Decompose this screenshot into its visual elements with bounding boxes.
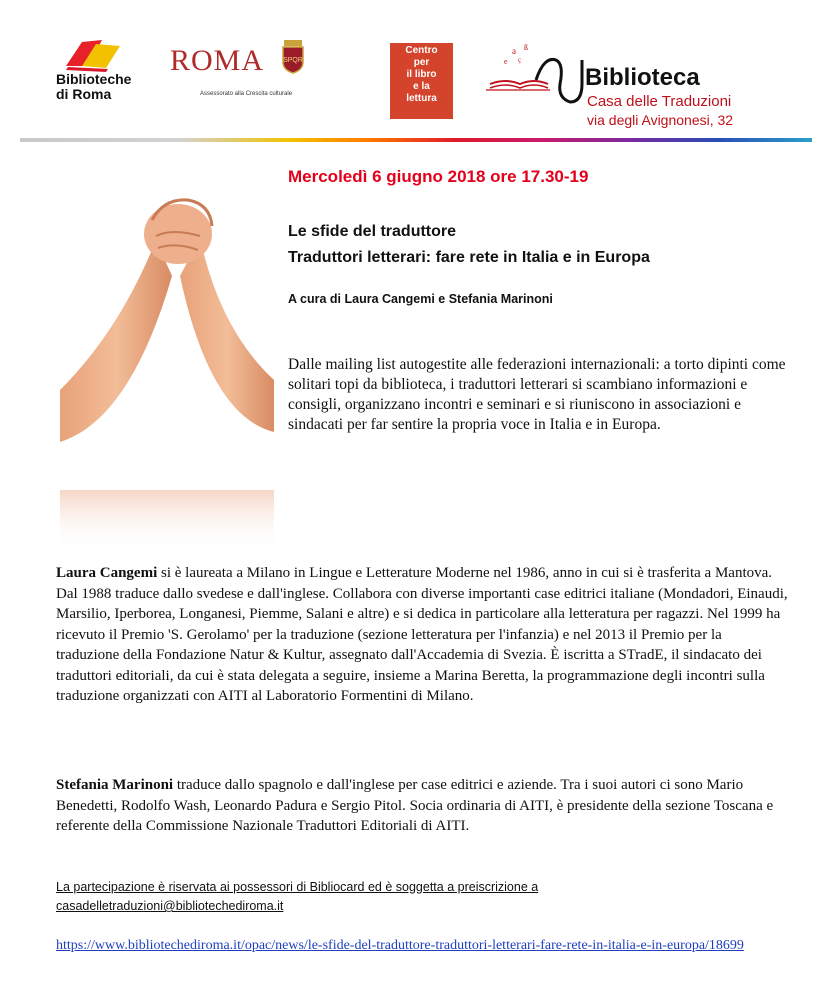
svg-text:ß: ß — [524, 43, 528, 52]
open-book-letters-icon — [486, 40, 586, 108]
biblioteche-di-roma-logo-text — [56, 72, 131, 102]
header — [0, 0, 839, 145]
centro-line: lettura — [406, 93, 437, 104]
biblioteca-address: via degli Avignonesi, 32 — [587, 112, 734, 128]
centro-line: il libro — [406, 69, 437, 80]
bio-text: traduce dallo spagnolo e dall'inglese per case editrici e aziende. Tra i suoi autori ci sono Mario Benedetti, Rodolfo Wash, Leonardo Padura e Sergio Pitol. Socia ordinaria di AITI, è presidente della sezione Toscana e referente della Commissione Nazionale Traduttori Editoriali di AITI. — [56, 777, 774, 834]
centro-line: Centro — [405, 45, 438, 56]
bio-laura-cangemi — [56, 563, 788, 707]
roma-logo-title: ROMA — [170, 44, 265, 77]
svg-text:ç: ç — [518, 56, 522, 64]
event-news-link[interactable]: https://www.bibliotechediroma.it/opac/news/le-sfide-del-traduttore-traduttori-letterari-fare-rete-in-italia-e-in-europa/18699 — [56, 938, 744, 953]
bio-name: Stefania Marinoni — [56, 777, 174, 793]
biblioteche-logo-line: Biblioteche — [56, 71, 132, 87]
event-subtitle: Traduttori letterari: fare rete in Italia e in Europa — [288, 249, 650, 266]
biblioteche-book-logo-icon — [62, 36, 126, 74]
biblioteca-logo-title: Biblioteca — [585, 64, 700, 91]
bio-text: si è laureata a Milano in Lingue e Letterature Moderne nel 1986, anno in cui si è trasferita a Mantova. Dal 1988 traduce dallo svedese e dall'inglese. Collabora con diverse importanti case editrici italiane (Mondadori, Einaudi, Marsilio, Iperborea, Longanesi, Piemme, Salani e altre) e si dedica in particolare alla letteratura per ragazzi. Nel 1999 ha ricevuto il Premio 'S. Gerolamo' per la traduzione (sezione letteratura per l'infanzia) e nel 2013 il Premio per la traduzione della Fondazione Natur & Kultur, assegnato dall'Accademia di Svezia. È iscritta a STradE, il sindacato dei traduttori editoriali, da cui è stata delegata a seguire, insieme a Marina Beretta, la programmazione degli incontri sulla traduzione organizzati con AITI al Laboratorio Formentini di Milano. — [56, 565, 788, 704]
event-curators: A cura di Laura Cangemi e Stefania Marinoni — [288, 292, 553, 306]
roma-assessorato-subtitle: Assessorato alla Crescita culturale — [200, 91, 293, 97]
event-title: Le sfide del traduttore — [288, 223, 457, 240]
bio-name: Laura Cangemi — [56, 565, 158, 581]
event-intro-paragraph: Dalle mailing list autogestite alle federazioni internazionali: a torto dipinti come solitari topi da biblioteca, i traduttori letterari si scambiano informazioni e consigli, organizzano incontri e seminari e si riuniscono in associazioni e sindacati per far sentire la propria voce in Italia e in Europa. — [288, 356, 786, 433]
di-roma-logo-line: di Roma — [56, 86, 112, 102]
arm-wrestling-photo — [60, 180, 274, 552]
centro-line: e la — [413, 81, 430, 92]
biblioteca-name: Casa delle Traduzioni — [587, 93, 732, 110]
svg-text:SPQR: SPQR — [283, 57, 303, 64]
notice-email-link[interactable]: casadelletraduzioni@bibliotechediroma.it — [56, 899, 284, 913]
svg-text:e: e — [504, 57, 508, 66]
roma-crest-icon — [281, 40, 305, 74]
centro-libro-lettura-logo — [390, 43, 453, 119]
centro-line: per — [413, 57, 430, 68]
event-date: Mercoledì 6 giugno 2018 ore 17.30-19 — [288, 167, 589, 186]
participation-notice — [56, 878, 538, 916]
rainbow-divider — [20, 138, 812, 142]
bio-stefania-marinoni — [56, 775, 788, 837]
notice-line: La partecipazione è riservata ai possessori di Bibliocard ed è soggetta a preiscrizione a — [56, 880, 539, 894]
svg-text:a: a — [512, 46, 516, 56]
